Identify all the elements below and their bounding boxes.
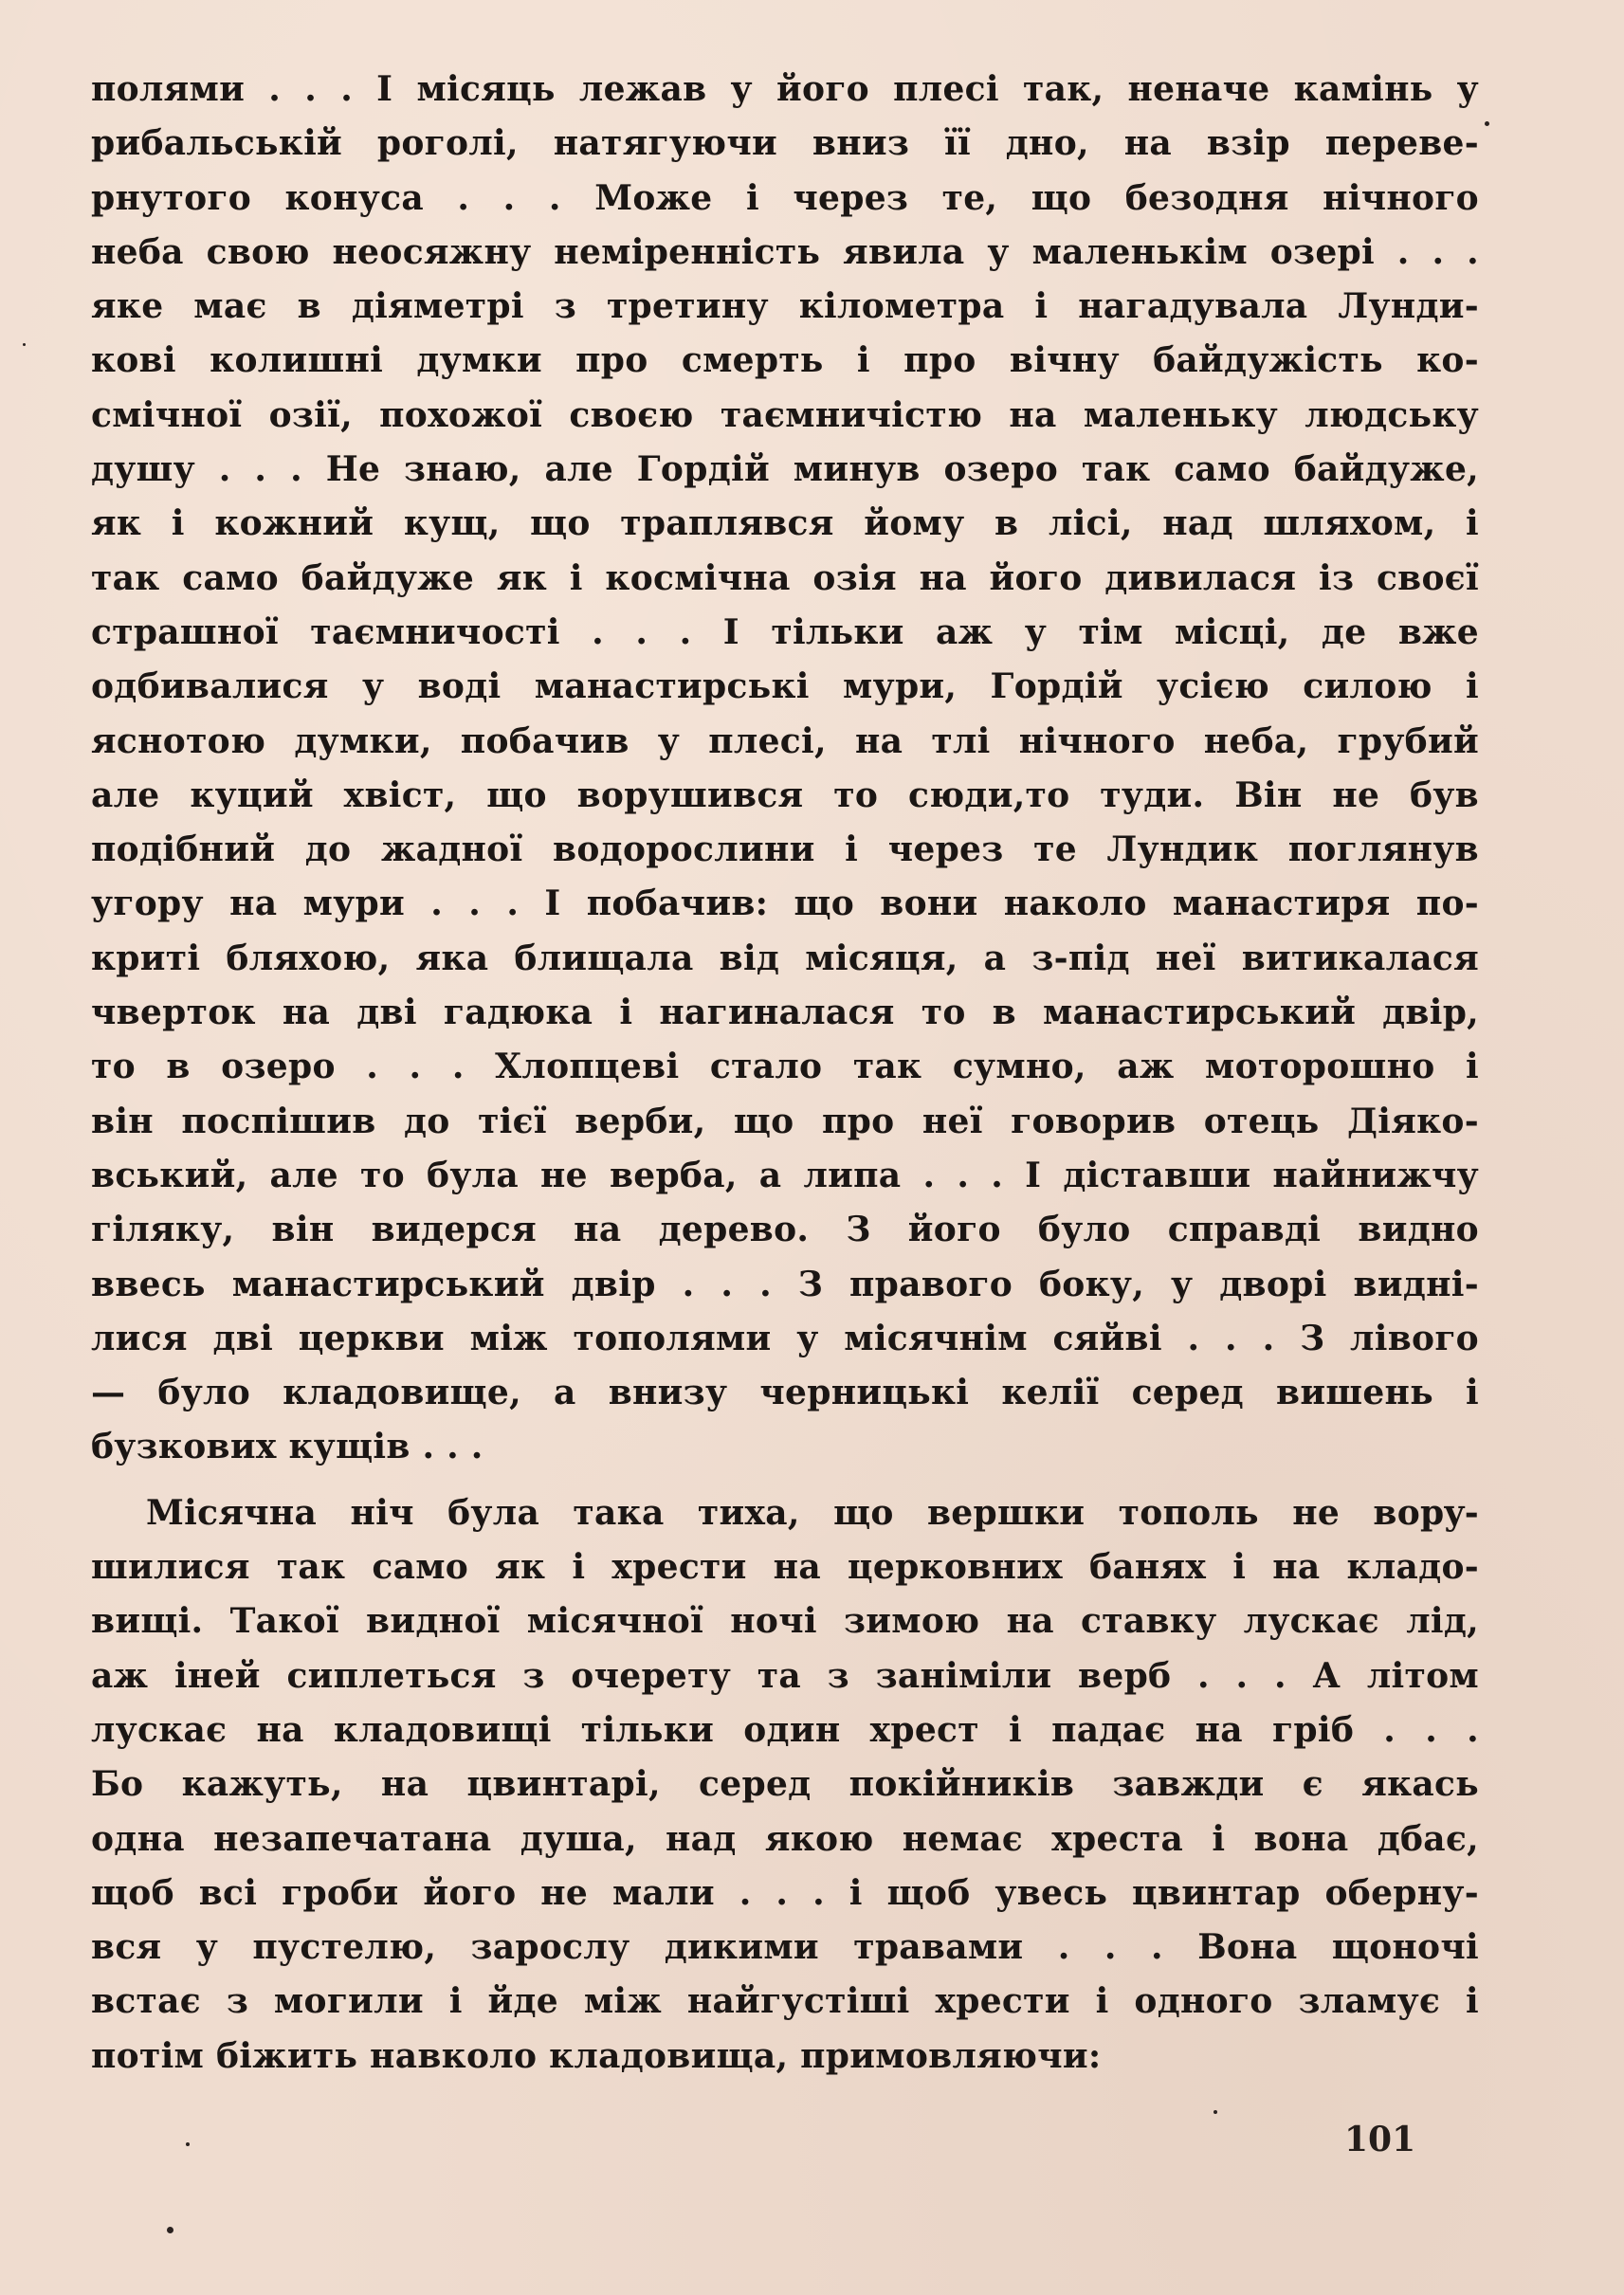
print-speck xyxy=(1485,121,1489,126)
print-speck xyxy=(167,2227,173,2233)
text-line: одбивалися у воді манастирські мури, Гордій усією силою і xyxy=(91,666,1479,707)
text-line: лускає на кладовищі тільки один хрест і падає на гріб . . . xyxy=(91,1709,1479,1750)
text-line: смічної озії, похожої своєю таємничістю на маленьку людську xyxy=(91,394,1479,435)
page-number: 101 xyxy=(1344,2120,1416,2159)
paragraph xyxy=(91,1486,1479,2084)
text-line: як і кожний кущ, що траплявся йому в лісі, над шляхом, і xyxy=(91,503,1479,544)
text-line: угору на мури . . . І побачив: що вони наколо манастиря по- xyxy=(91,883,1479,924)
text-line: рнутого конуса . . . Може і через те, що безодня нічного xyxy=(91,177,1479,218)
text-line: душу . . . Не знаю, але Гордій минув озеро так само байдуже, xyxy=(91,449,1479,490)
text-line: але куций хвіст, що ворушився то сюди,то туди. Він не був xyxy=(91,774,1479,815)
text-line: — було кладовище, а внизу черницькі келії серед вишень і xyxy=(91,1373,1479,1413)
text-line: потім біжить навколо кладовища, примовляючи: xyxy=(91,2035,1102,2076)
text-line: кові колишні думки про смерть і про вічну байдужість ко- xyxy=(91,340,1479,381)
text-line: страшної таємничості . . . І тільки аж у тім місці, де вже xyxy=(91,611,1479,652)
text-line: рибальській роголі, натягуючи вниз її дно, на взір переве- xyxy=(91,123,1479,164)
print-speck xyxy=(23,343,26,346)
text-line: то в озеро . . . Хлопцеві стало так сумно, аж моторошно і xyxy=(91,1047,1479,1087)
text-line: чверток на дві гадюка і нагиналася то в манастирський двір, xyxy=(91,993,1479,1033)
body-text xyxy=(91,63,1479,2084)
text-line: Бо кажуть, на цвинтарі, серед покійників завжди є якась xyxy=(91,1764,1479,1805)
text-line: так само байдуже як і космічна озія на його дивилася із своєї xyxy=(91,557,1479,598)
text-line: криті бляхою, яка блищала від місяця, а з-під неї витикалася xyxy=(91,938,1479,978)
text-line: лися дві церкви між тополями у місячнім сяйві . . . З лівого xyxy=(91,1318,1479,1358)
paragraph xyxy=(91,63,1479,1475)
text-line: ввесь манастирський двір . . . З правого боку, у дворі видні- xyxy=(91,1264,1479,1304)
print-speck xyxy=(1213,2110,1217,2114)
text-line: неба свою неосяжну неміренність явила у маленькім озері . . . xyxy=(91,231,1479,272)
text-line: вся у пустелю, зарослу дикими травами . . . Вона щоночі xyxy=(91,1927,1479,1968)
text-line: яснотою думки, побачив у плесі, на тлі нічного неба, грубий xyxy=(91,720,1479,761)
text-line: яке має в діяметрі з третину кілометра і нагадувала Лунди- xyxy=(91,286,1479,327)
print-speck xyxy=(186,2142,190,2146)
text-line: аж іней сиплеться з очерету та з заніміли верб . . . А літом xyxy=(91,1655,1479,1696)
text-line: встає з могили і йде між найгустіші хрести і одного зламує і xyxy=(91,1981,1479,2022)
text-line: подібний до жадної водорослини і через те Лундик поглянув xyxy=(91,829,1479,870)
text-line: Місячна ніч була така тиха, що вершки тополь не ворy- xyxy=(146,1492,1479,1533)
paragraph-gap xyxy=(91,1475,1479,1486)
text-line: бузкових кущів . . . xyxy=(91,1427,484,1467)
text-line: вищі. Такої видної місячної ночі зимою на ставку лускає лід, xyxy=(91,1601,1479,1642)
text-line: шилися так само як і хрести на церковних банях і на кладо- xyxy=(91,1547,1479,1588)
text-line: гіляку, він видерся на дерево. З його було справді видно xyxy=(91,1210,1479,1250)
text-line: полями . . . І місяць лежав у його плесі так, неначе камінь у xyxy=(91,69,1479,109)
text-line: одна незапечатана душа, над якою немає хреста і вона дбає, xyxy=(91,1818,1479,1859)
text-line: він поспішив до тієї верби, що про неї говорив отець Діяко- xyxy=(91,1101,1479,1141)
text-line: щоб всі гроби його не мали . . . і щоб увесь цвинтар оберну- xyxy=(91,1872,1479,1913)
text-line: вський, але то була не верба, а липа . . . І діставши найнижчу xyxy=(91,1155,1479,1195)
